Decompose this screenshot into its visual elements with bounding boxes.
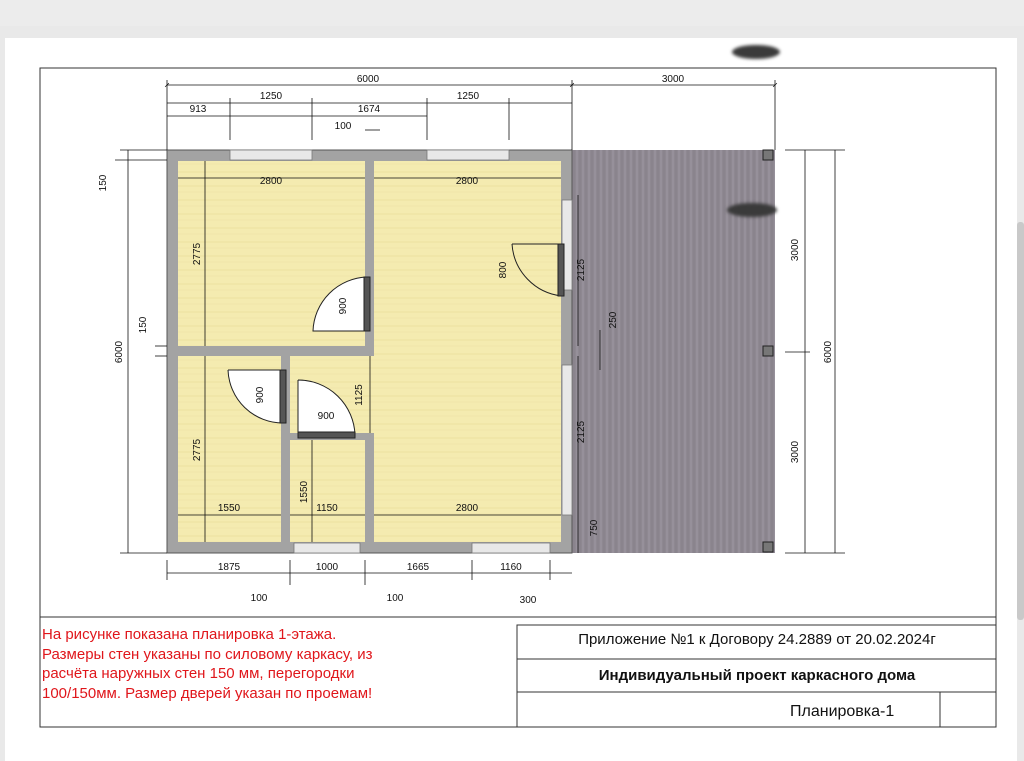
dim-913: 913 — [189, 104, 207, 115]
note-line-3: расчёта наружных стен 150 мм, перегородки — [42, 665, 355, 682]
redaction-mark-top — [732, 45, 780, 59]
dim-100-bottom-a: 100 — [250, 593, 268, 604]
dim-150-left: 150 — [98, 174, 109, 192]
room-2 — [374, 161, 561, 542]
title-block-project: Индивидуальный проект каркасного дома — [598, 667, 916, 684]
dim-1250a: 1250 — [259, 91, 283, 102]
title-block-appendix: Приложение №1 к Договору 24.2889 от 20.02.2024г — [578, 631, 936, 648]
dim-door-900c: 900 — [317, 411, 335, 422]
red-note — [42, 625, 502, 703]
redaction-mark-terrace — [727, 203, 777, 217]
dim-1250b: 1250 — [456, 91, 480, 102]
note-line-1: На рисунке показана планировка 1-этажа. — [42, 626, 337, 643]
dim-6000-left: 6000 — [114, 340, 125, 364]
dim-1160: 1160 — [500, 562, 522, 573]
dim-room4-width: 2800 — [455, 503, 479, 514]
dim-100-top: 100 — [334, 121, 352, 132]
dim-2125b: 2125 — [576, 420, 587, 444]
dim-bath-height: 1550 — [299, 480, 310, 504]
dim-1674: 1674 — [357, 104, 381, 115]
dim-bath-width: 1150 — [316, 503, 338, 514]
dim-room1-width: 2800 — [259, 176, 283, 187]
dim-room3-width: 1550 — [217, 503, 241, 514]
dim-terrace-3000a: 3000 — [790, 238, 801, 262]
dim-top-terrace: 3000 — [661, 74, 685, 85]
dim-room1-height: 2775 — [192, 242, 203, 266]
dim-terrace-6000: 6000 — [823, 340, 834, 364]
dim-300: 300 — [519, 595, 537, 606]
dim-1000: 1000 — [315, 562, 339, 573]
dim-top-total: 6000 — [356, 74, 380, 85]
note-line-2: Размеры стен указаны по силовому каркасу, из — [42, 645, 373, 663]
dim-1665: 1665 — [406, 562, 430, 573]
dim-door-800: 800 — [498, 261, 509, 279]
dim-750: 750 — [589, 519, 600, 537]
title-block-sheet-name: Планировка-1 — [790, 703, 895, 720]
dim-250: 250 — [608, 311, 619, 329]
dim-150-left-b: 150 — [138, 316, 149, 334]
dim-2125a: 2125 — [576, 258, 587, 282]
dim-1125: 1125 — [354, 384, 365, 406]
dim-room2-width: 2800 — [455, 176, 479, 187]
dim-1875: 1875 — [217, 562, 241, 573]
note-line-4: 100/150мм. Размер дверей указан по проемам! — [42, 684, 373, 702]
dim-room3-height: 2775 — [192, 438, 203, 462]
dim-terrace-3000b: 3000 — [790, 440, 801, 464]
dim-100-bottom-b: 100 — [386, 593, 404, 604]
dim-door-900a: 900 — [338, 297, 349, 315]
dim-door-900b: 900 — [255, 386, 266, 404]
